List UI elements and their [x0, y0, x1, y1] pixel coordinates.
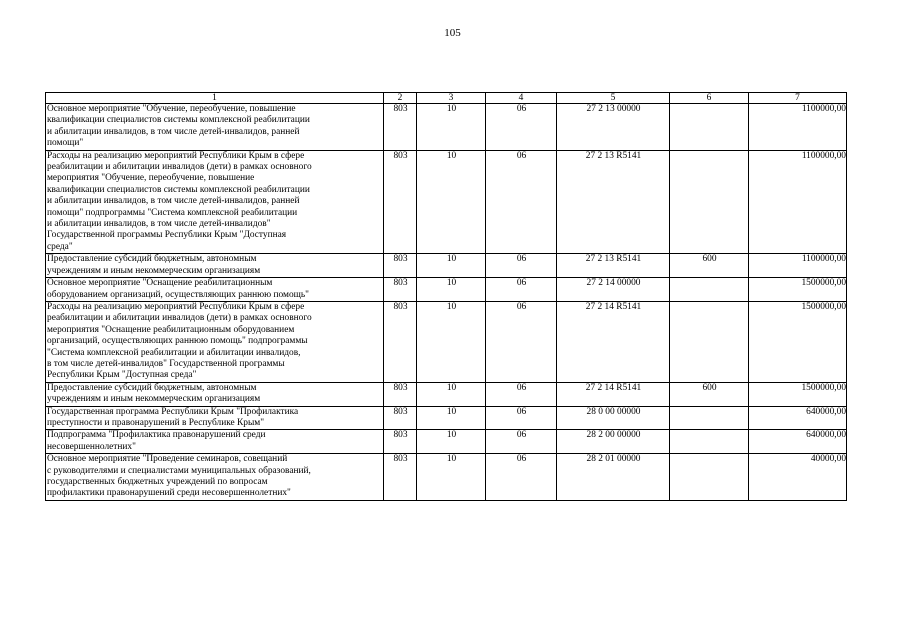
row-vr-cell: 600	[670, 382, 749, 406]
row-vr-cell	[670, 104, 749, 151]
row-csr-cell: 28 2 00 00000	[557, 430, 670, 454]
row-gr-cell: 803	[384, 454, 417, 501]
row-csr-cell: 28 0 00 00000	[557, 406, 670, 430]
header-cell: 4	[486, 93, 557, 104]
row-rz-cell: 10	[417, 254, 486, 278]
header-cell: 3	[417, 93, 486, 104]
row-amount-cell: 1100000,00	[749, 104, 847, 151]
row-pr-cell: 06	[486, 430, 557, 454]
table-row	[46, 301, 847, 382]
row-amount-cell: 40000,00	[749, 454, 847, 501]
row-csr-cell: 27 2 13 00000	[557, 104, 670, 151]
header-cell: 6	[670, 93, 749, 104]
header-cell: 2	[384, 93, 417, 104]
header-cell: 5	[557, 93, 670, 104]
row-rz-cell: 10	[417, 301, 486, 382]
row-csr-cell: 27 2 13 R5141	[557, 254, 670, 278]
row-pr-cell: 06	[486, 454, 557, 501]
row-name-cell: Предоставление субсидий бюджетным, автономным учреждениям и иным некоммерческим организациям	[46, 254, 384, 278]
row-name-cell: Расходы на реализацию мероприятий Республики Крым в сфере реабилитации и абилитации инвалидов (дети) в рамках основного мероприятия "Оснащение реабилитационным оборудованием организаций, осуществляющих раннюю помощь" подпрограммы "Система комплексной реабилитации и абилитации инвалидов, в том числе детей-инвалидов" Государственной программы Республики Крым "Доступная среда"	[46, 301, 384, 382]
row-name-cell: Государственная программа Республики Крым "Профилактика преступности и правонарушений в Республике Крым"	[46, 406, 384, 430]
row-name-cell: Расходы на реализацию мероприятий Республики Крым в сфере реабилитации и абилитации инвалидов (дети) в рамках основного мероприятия "Обучение, переобучение, повышение квалификации специалистов системы комплексной реабилитации и абилитации инвалидов, в том числе детей-инвалидов, ранней помощи" подпрограммы "Система комплексной реабилитации и абилитации инвалидов, в том числе детей-инвалидов" Государственной программы Республики Крым "Доступная среда"	[46, 150, 384, 254]
table-row	[46, 430, 847, 454]
row-vr-cell	[670, 150, 749, 254]
row-gr-cell: 803	[384, 382, 417, 406]
row-amount-cell: 1500000,00	[749, 382, 847, 406]
row-rz-cell: 10	[417, 104, 486, 151]
table-row	[46, 406, 847, 430]
row-rz-cell: 10	[417, 406, 486, 430]
row-gr-cell: 803	[384, 254, 417, 278]
row-rz-cell: 10	[417, 150, 486, 254]
row-csr-cell: 28 2 01 00000	[557, 454, 670, 501]
row-gr-cell: 803	[384, 150, 417, 254]
page-number: 105	[444, 27, 461, 39]
row-vr-cell	[670, 454, 749, 501]
row-csr-cell: 27 2 14 00000	[557, 278, 670, 302]
row-amount-cell: 1100000,00	[749, 254, 847, 278]
row-vr-cell	[670, 406, 749, 430]
row-amount-cell: 640000,00	[749, 430, 847, 454]
row-name-cell: Подпрограмма "Профилактика правонарушений среди несовершеннолетних"	[46, 430, 384, 454]
row-csr-cell: 27 2 14 R5141	[557, 382, 670, 406]
row-pr-cell: 06	[486, 150, 557, 254]
row-pr-cell: 06	[486, 104, 557, 151]
row-rz-cell: 10	[417, 430, 486, 454]
row-rz-cell: 10	[417, 382, 486, 406]
row-vr-cell	[670, 430, 749, 454]
row-pr-cell: 06	[486, 382, 557, 406]
budget-table	[45, 92, 847, 501]
row-amount-cell: 1500000,00	[749, 278, 847, 302]
table-row	[46, 150, 847, 254]
row-rz-cell: 10	[417, 454, 486, 501]
header-cell: 7	[749, 93, 847, 104]
row-rz-cell: 10	[417, 278, 486, 302]
row-gr-cell: 803	[384, 301, 417, 382]
row-vr-cell	[670, 278, 749, 302]
row-csr-cell: 27 2 14 R5141	[557, 301, 670, 382]
row-name-cell: Основное мероприятие "Оснащение реабилитационным оборудованием организаций, осуществляющих раннюю помощь"	[46, 278, 384, 302]
header-row	[46, 93, 847, 104]
row-amount-cell: 1100000,00	[749, 150, 847, 254]
table-row	[46, 278, 847, 302]
row-amount-cell: 640000,00	[749, 406, 847, 430]
row-name-cell: Предоставление субсидий бюджетным, автономным учреждениям и иным некоммерческим организациям	[46, 382, 384, 406]
row-gr-cell: 803	[384, 430, 417, 454]
table-row	[46, 104, 847, 151]
row-vr-cell	[670, 301, 749, 382]
table-row	[46, 382, 847, 406]
row-csr-cell: 27 2 13 R5141	[557, 150, 670, 254]
row-pr-cell: 06	[486, 254, 557, 278]
table-row	[46, 254, 847, 278]
row-name-cell: Основное мероприятие "Обучение, переобучение, повышение квалификации специалистов системы комплексной реабилитации и абилитации инвалидов, в том числе детей-инвалидов, ранней помощи"	[46, 104, 384, 151]
row-gr-cell: 803	[384, 278, 417, 302]
row-gr-cell: 803	[384, 104, 417, 151]
header-cell: 1	[46, 93, 384, 104]
table-body	[46, 104, 847, 501]
table-row	[46, 454, 847, 501]
row-amount-cell: 1500000,00	[749, 301, 847, 382]
row-pr-cell: 06	[486, 301, 557, 382]
row-pr-cell: 06	[486, 278, 557, 302]
row-name-cell: Основное мероприятие "Проведение семинаров, совещаний с руководителями и специалистами муниципальных образований, государственных бюджетных учреждений по вопросам профилактики правонарушений среди несовершеннолетних"	[46, 454, 384, 501]
row-pr-cell: 06	[486, 406, 557, 430]
row-gr-cell: 803	[384, 406, 417, 430]
row-vr-cell: 600	[670, 254, 749, 278]
